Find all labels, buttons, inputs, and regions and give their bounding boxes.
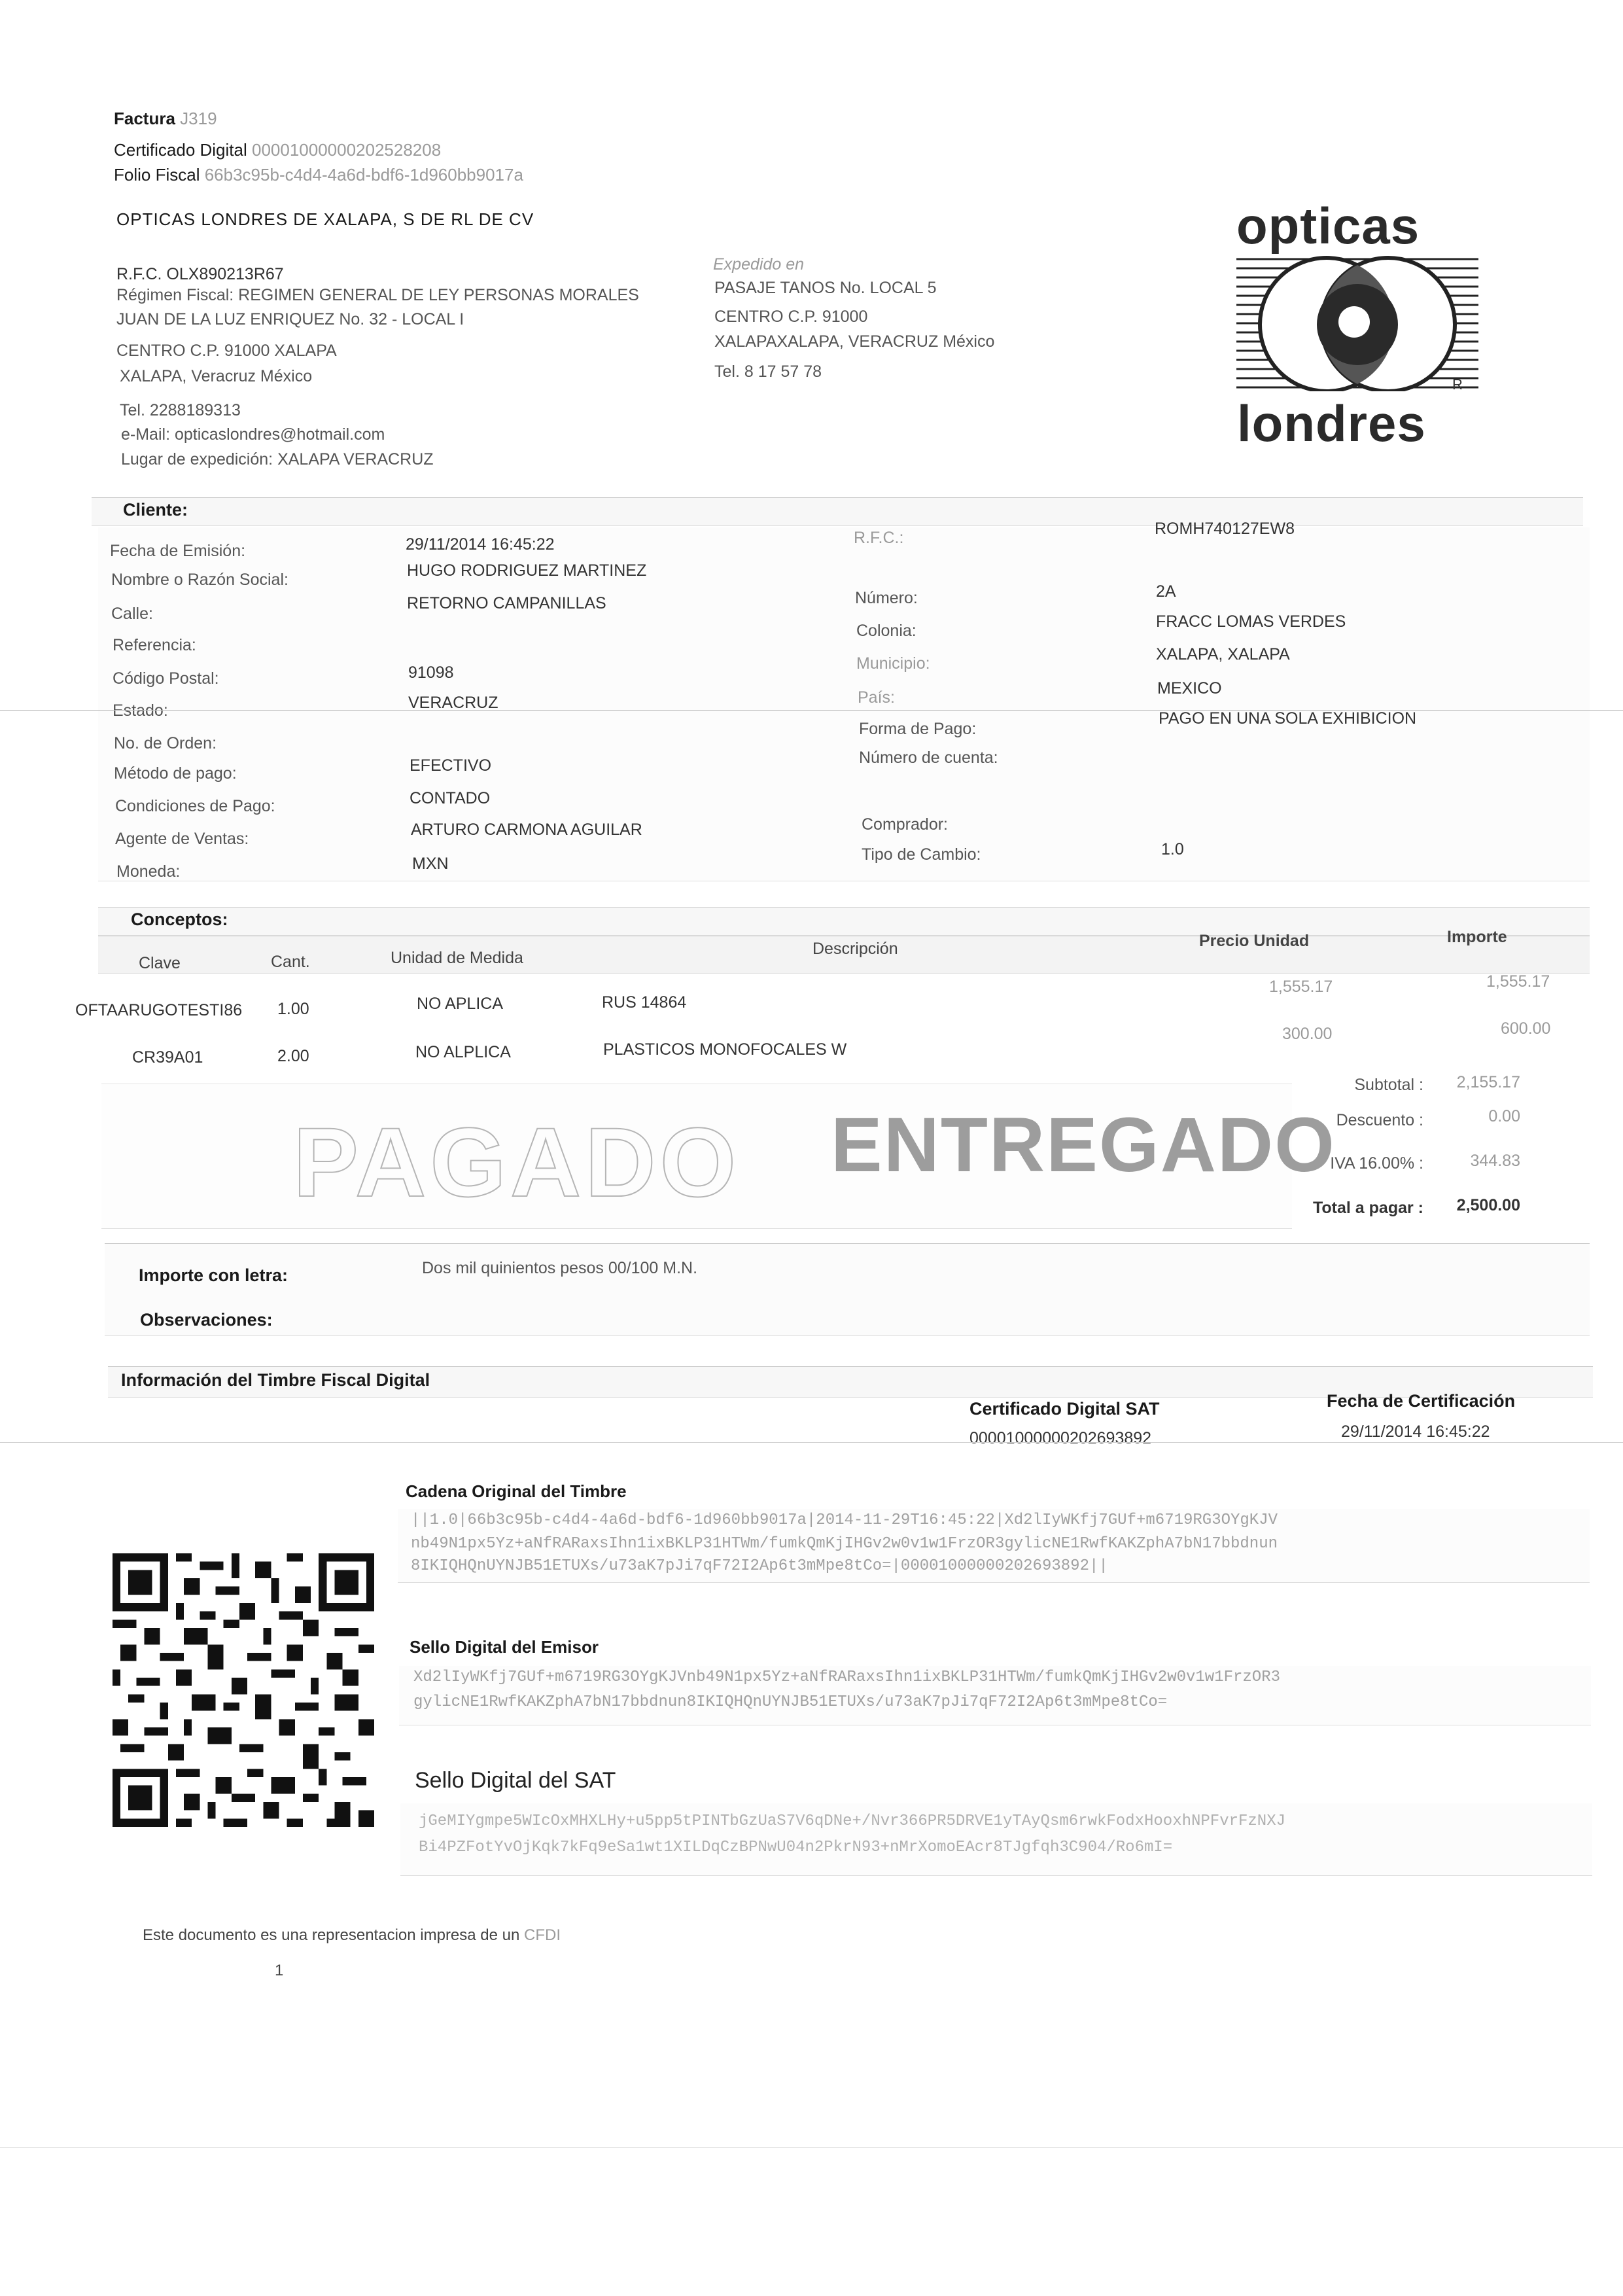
qr-code xyxy=(113,1553,374,1827)
label-fecha-emision: Fecha de Emisión: xyxy=(110,542,246,560)
pagado-stamp: PAGADO xyxy=(293,1107,741,1217)
sello-emisor-line-2: gylicNE1RwfKAKZphA7bN17bbdnun8IKIQHQnUYNJB51ETUXs/u73aK7pJi7qF72I2Ap6t3mMpe8tCo= xyxy=(413,1693,1168,1711)
label-numero-cuenta: Número de cuenta: xyxy=(859,749,998,767)
subtotal-value: 2,155.17 xyxy=(1456,1073,1520,1091)
label-numero: Número: xyxy=(855,589,918,607)
expedido-title: Expedido en xyxy=(713,255,805,274)
total-label: Total a pagar : xyxy=(1312,1199,1423,1217)
label-nombre: Nombre o Razón Social: xyxy=(111,571,288,589)
logo-text-bottom: londres xyxy=(1237,395,1426,452)
row-2-importe: 600.00 xyxy=(1501,1019,1551,1038)
qr-code-image xyxy=(113,1553,374,1827)
cadena-label: Cadena Original del Timbre xyxy=(406,1481,627,1501)
company-logo xyxy=(1233,196,1482,458)
expedido-line-2: CENTRO C.P. 91000 xyxy=(714,308,868,326)
cert-sat-value: 00001000000202693892 xyxy=(969,1429,1152,1447)
logo-text-top: opticas xyxy=(1236,197,1420,255)
certificado-label: Certificado Digital xyxy=(114,140,247,160)
label-moneda: Moneda: xyxy=(116,862,181,881)
issuer-tel: Tel. 2288189313 xyxy=(120,401,241,419)
sello-sat-line-2: Bi4PZFotYvOjKqk7kFq9eSa1wt1XILDqCzBPNwU04n2PkrN93+nMrXomoEAcr8TJgfqh3C904/Ro6mI= xyxy=(419,1839,1173,1856)
importe-letra-label: Importe con letra: xyxy=(139,1265,288,1285)
descuento-label: Descuento : xyxy=(1336,1111,1423,1129)
subtotal-label: Subtotal : xyxy=(1354,1076,1423,1094)
footer-note xyxy=(143,1926,561,1945)
row-1-unidad: NO APLICA xyxy=(417,995,503,1013)
factura-label: Factura xyxy=(114,109,175,128)
label-forma-pago: Forma de Pago: xyxy=(859,720,977,738)
scan-fold-line xyxy=(0,710,1623,711)
value-pais: MEXICO xyxy=(1157,679,1222,698)
logo-registered-mark: R xyxy=(1452,376,1463,393)
value-moneda: MXN xyxy=(412,855,449,873)
scan-fold-line-2 xyxy=(0,1442,1623,1443)
label-referencia: Referencia: xyxy=(113,636,196,654)
footer-cfdi: CFDI xyxy=(524,1926,561,1944)
label-estado: Estado: xyxy=(113,701,168,720)
cadena-line-3: 8IKIQHQnUYNJB51ETUXs/u73aK7pJi7qF72I2Ap6t3mMpe8tCo=|00001000000202693892|| xyxy=(411,1557,1108,1575)
scan-bottom-edge xyxy=(0,2147,1623,2148)
sello-sat-label: Sello Digital del SAT xyxy=(415,1768,616,1793)
label-municipio: Municipio: xyxy=(856,654,930,673)
label-condiciones: Condiciones de Pago: xyxy=(115,797,275,815)
label-tipo-cambio: Tipo de Cambio: xyxy=(862,845,981,864)
entregado-stamp: ENTREGADO xyxy=(831,1102,1336,1188)
label-comprador: Comprador: xyxy=(862,815,948,834)
label-metodo-pago: Método de pago: xyxy=(114,764,237,783)
label-rfc-cliente: R.F.C.: xyxy=(854,529,904,547)
cliente-bar xyxy=(92,497,1583,526)
col-header-precio: Precio Unidad xyxy=(1199,932,1310,950)
row-1-clave: OFTAARUGOTESTI86 xyxy=(75,1001,243,1019)
col-header-unidad: Unidad de Medida xyxy=(391,949,523,967)
label-agente: Agente de Ventas: xyxy=(115,830,249,848)
value-estado: VERACRUZ xyxy=(408,694,498,712)
col-header-cant: Cant. xyxy=(271,953,310,971)
value-fecha-emision: 29/11/2014 16:45:22 xyxy=(406,535,555,554)
row-1-importe: 1,555.17 xyxy=(1486,972,1550,991)
issuer-name: OPTICAS LONDRES DE XALAPA, S DE RL DE CV xyxy=(116,209,534,229)
issuer-regimen: Régimen Fiscal: REGIMEN GENERAL DE LEY PERSONAS MORALES xyxy=(116,286,639,304)
descuento-value: 0.00 xyxy=(1488,1107,1520,1125)
sello-emisor-line-1: Xd2lIyWKfj7GUf+m6719RG3OYgKJVnb49N1px5Yz+aNfRARaxsIhn1ixBKLP31HTWm/fumkQmKjIHGv2w0v1w1FrzOR3 xyxy=(413,1669,1281,1686)
issuer-address-1: JUAN DE LA LUZ ENRIQUEZ No. 32 - LOCAL I xyxy=(116,310,464,328)
letra-box xyxy=(105,1243,1590,1336)
logo-emblem xyxy=(1236,254,1478,391)
row-1-precio: 1,555.17 xyxy=(1269,978,1333,996)
label-colonia: Colonia: xyxy=(856,622,916,640)
cert-sat-label: Certificado Digital SAT xyxy=(969,1399,1160,1419)
issuer-address-3: XALAPA, Veracruz México xyxy=(120,367,313,385)
conceptos-bar xyxy=(98,907,1590,936)
iva-label: IVA 16.00% : xyxy=(1330,1154,1423,1173)
certificado-line xyxy=(114,140,441,160)
total-value: 2,500.00 xyxy=(1456,1196,1520,1214)
value-numero: 2A xyxy=(1156,582,1176,601)
factura-line xyxy=(114,109,217,129)
folio-label: Folio Fiscal xyxy=(114,165,200,185)
expedido-line-3: XALAPAXALAPA, VERACRUZ México xyxy=(714,332,995,351)
issuer-address-2: CENTRO C.P. 91000 XALAPA xyxy=(116,342,337,360)
row-2-unidad: NO ALPLICA xyxy=(415,1043,511,1061)
label-calle: Calle: xyxy=(111,605,153,623)
label-no-orden: No. de Orden: xyxy=(114,734,217,752)
value-nombre: HUGO RODRIGUEZ MARTINEZ xyxy=(407,561,647,580)
value-tipo-cambio: 1.0 xyxy=(1161,840,1184,858)
iva-value: 344.83 xyxy=(1470,1152,1520,1170)
cliente-box xyxy=(98,527,1590,881)
row-2-cant: 2.00 xyxy=(277,1047,309,1065)
timbre-title: Información del Timbre Fiscal Digital xyxy=(121,1370,430,1390)
row-1-cant: 1.00 xyxy=(277,1000,309,1018)
row-2-descripcion: PLASTICOS MONOFOCALES W xyxy=(603,1040,847,1059)
value-agente: ARTURO CARMONA AGUILAR xyxy=(411,821,642,839)
cadena-line-1: ||1.0|66b3c95b-c4d4-4a6d-bdf6-1d960bb9017a|2014-11-29T16:45:22|Xd2lIyWKfj7GUf+m6719RG3OYgKJV xyxy=(411,1511,1278,1529)
cadena-line-2: nb49N1px5Yz+aNfRARaxsIhn1ixBKLP31HTWm/fumkQmKjIHGv2w0v1w1FrzOR3gylicNE1RwfKAKZphA7bN17bbdnun xyxy=(411,1535,1278,1553)
cliente-title: Cliente: xyxy=(123,500,188,520)
issuer-lugar: Lugar de expedición: XALAPA VERACRUZ xyxy=(121,450,434,468)
importe-letra-value: Dos mil quinientos pesos 00/100 M.N. xyxy=(422,1259,698,1277)
issuer-email: e-Mail: opticaslondres@hotmail.com xyxy=(121,425,385,444)
expedido-line-4: Tel. 8 17 57 78 xyxy=(714,362,822,381)
value-calle: RETORNO CAMPANILLAS xyxy=(407,594,606,612)
value-municipio: XALAPA, XALAPA xyxy=(1156,645,1290,663)
factura-value: J319 xyxy=(180,109,217,128)
value-condiciones: CONTADO xyxy=(410,789,491,807)
value-colonia: FRACC LOMAS VERDES xyxy=(1156,612,1346,631)
sello-sat-line-1: jGeMIYgmpe5WIcOxMHXLHy+u5pp5tPINTbGzUaS7V6qDNe+/Nvr366PR5DRVE1yTAyQsm6rwkFodxHooxhNPFvrFzNXJ xyxy=(419,1812,1286,1830)
value-forma-pago: PAGO EN UNA SOLA EXHIBICION xyxy=(1159,709,1417,728)
sello-emisor-label: Sello Digital del Emisor xyxy=(410,1637,599,1657)
label-codigo-postal: Código Postal: xyxy=(113,669,219,688)
observaciones-label: Observaciones: xyxy=(140,1310,273,1330)
row-2-precio: 300.00 xyxy=(1282,1025,1333,1043)
value-rfc-cliente: ROMH740127EW8 xyxy=(1155,520,1295,538)
row-1-descripcion: RUS 14864 xyxy=(602,993,687,1012)
col-header-descripcion: Descripción xyxy=(812,940,898,958)
footer-note-text: Este documento es una representacion impresa de un xyxy=(143,1926,520,1944)
fecha-cert-label: Fecha de Certificación xyxy=(1327,1391,1516,1411)
label-pais: País: xyxy=(858,688,895,707)
page-number: 1 xyxy=(275,1962,284,1979)
fecha-cert-value: 29/11/2014 16:45:22 xyxy=(1341,1422,1490,1441)
issuer-rfc: R.F.C. OLX890213R67 xyxy=(116,265,284,283)
conceptos-title: Conceptos: xyxy=(131,910,228,929)
col-header-importe: Importe xyxy=(1447,928,1507,946)
col-header-clave: Clave xyxy=(139,954,181,972)
value-codigo-postal: 91098 xyxy=(408,663,454,682)
folio-value: 66b3c95b-c4d4-4a6d-bdf6-1d960bb9017a xyxy=(204,165,523,185)
expedido-line-1: PASAJE TANOS No. LOCAL 5 xyxy=(714,279,937,297)
folio-line xyxy=(114,165,523,185)
value-metodo-pago: EFECTIVO xyxy=(410,756,492,775)
row-2-clave: CR39A01 xyxy=(132,1048,203,1067)
certificado-value: 00001000000202528208 xyxy=(251,140,442,160)
